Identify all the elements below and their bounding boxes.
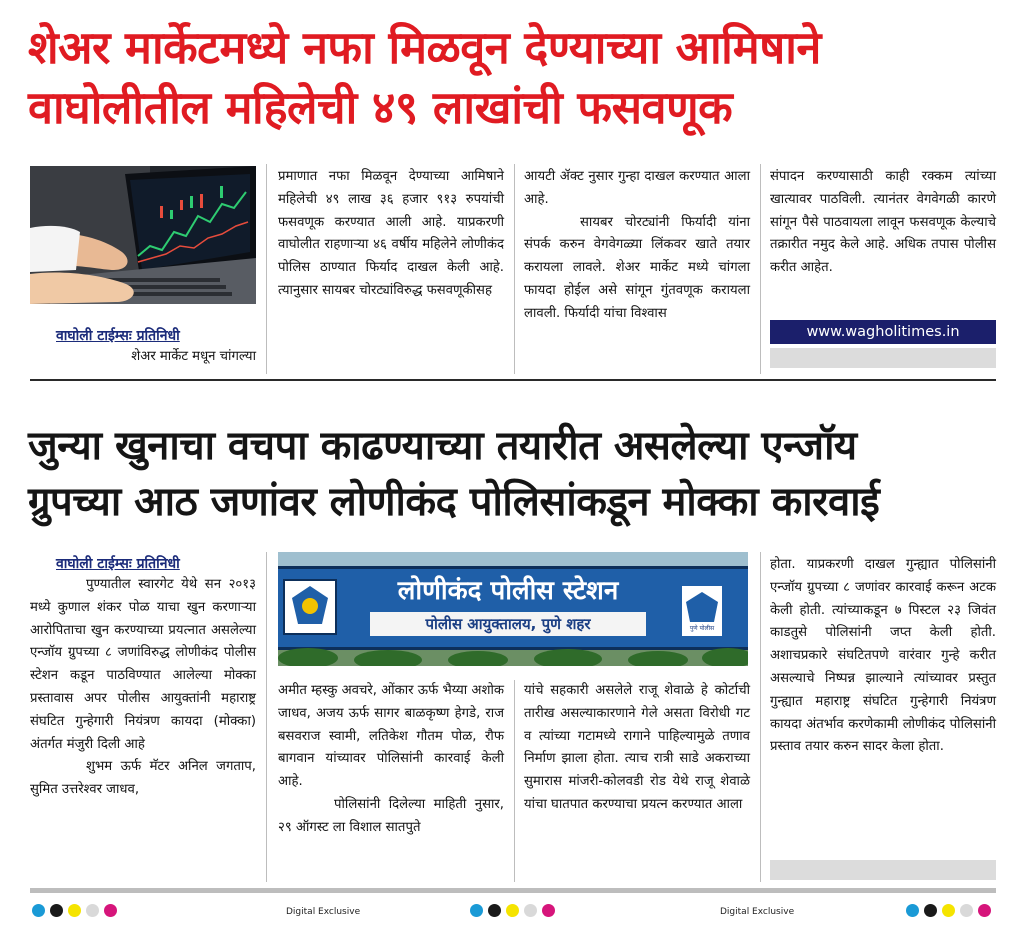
story2-col2 bbox=[278, 680, 504, 840]
story2-col1-paragraph2: शुभम ऊर्फ मॅटर अनिल जगताप, सुमित उत्तरेश्वर जाधव, bbox=[30, 759, 256, 798]
column-divider bbox=[760, 164, 761, 374]
registration-dot bbox=[542, 904, 555, 917]
police-station-sign-illustration bbox=[278, 552, 748, 666]
story2-headline-line2: ग्रुपच्या आठ जणांवर लोणीकंद पोलिसांकडून मोक्का कारवाई bbox=[28, 479, 880, 525]
story1-col2: प्रमाणात नफा मिळवून देण्याच्या आमिषाने महिलेची ४९ लाख ३६ हजार ९१३ रुपयांची फसवणूक करण्यात आली आहे. याप्रकरणी वाघोलीत राहणाऱ्या ४६ वर्षीय महिलेने लोणीकंद पोलिस ठाण्यात फिर्याद दाखल केली आहे. त्यानुसार सायबर चोरट्यांविरुद्ध फसवणूकीसह bbox=[278, 169, 504, 298]
bottom-rule bbox=[30, 888, 996, 893]
registration-dot bbox=[488, 904, 501, 917]
color-registration-marks-center bbox=[470, 904, 560, 917]
sign-badge: पुणे पोलीस bbox=[689, 625, 715, 632]
column-divider bbox=[514, 680, 515, 882]
story2-col1-paragraph1: पुण्यातील स्वारगेट येथे सन २०१३ मध्ये कुणाल शंकर पोळ याचा खुन करणाऱ्या आरोपिताचा खुन करण्याच्या प्रयत्नात असलेल्या एन्जॉय ग्रुपच्या ८ जणांविरुद्ध लोणीकंद पोलीस स्टेशन कडून पाठविण्यात आलेल्या मोक्का प्रस्तावास अपर पोलीस आयुक्तांनी महाराष्ट्र संघटित गुन्हेगारी नियंत्रण कायदा (मोक्का) अंतर्गत मंजुरी दिली आहे bbox=[30, 577, 256, 752]
registration-dot bbox=[524, 904, 537, 917]
sign-subtitle: पोलीस आयुक्तालय, पुणे शहर bbox=[370, 612, 646, 636]
story2-headline-line1: जुन्या खुनाचा वचपा काढण्याच्या तयारीत असलेल्या एन्जॉय bbox=[28, 423, 857, 469]
registration-dot bbox=[978, 904, 991, 917]
story1-col1-lead: शेअर मार्केट मधून चांगल्या bbox=[131, 349, 256, 364]
story1-headline-line2: वाघोलीतील महिलेची ४९ लाखांची फसवणूक bbox=[28, 81, 733, 134]
story2-col3: यांचे सहकारी असलेले राजू शेवाळे हे कोर्टाची तारीख असल्याकारणाने गेले असता विरोधी गट व त्यांच्या गटामध्ये रागाने पाहिल्यामुळे तणाव निर्माण झाला होता. त्याच रात्री साडे अकराच्या सुमारास मांजरी-कोलवडी रोड येथे राजू शेवाळे यांचा घातपात करण्याचा प्रयत्न करण्यात आला bbox=[524, 683, 750, 812]
story2-byline: वाघोली टाईम्सः प्रतिनिधी bbox=[56, 556, 180, 572]
gray-strip bbox=[770, 860, 996, 880]
column-divider bbox=[760, 552, 761, 882]
story1-col3 bbox=[524, 166, 750, 326]
story1-col3-paragraph2: सायबर चोरट्यांनी फिर्यादी यांना संपर्क करुन वेगवेगळ्या लिंकवर खाते तयार करायला लावले. शेअर मार्केट मध्ये चांगला फायदा होईल असे सांगून गुंतवणूक करायला लावली. फिर्यादी यांचा विश्वास bbox=[524, 214, 750, 321]
registration-dot bbox=[68, 904, 81, 917]
registration-dot bbox=[86, 904, 99, 917]
column-divider bbox=[266, 164, 267, 374]
color-registration-marks-right bbox=[906, 904, 996, 917]
registration-dot bbox=[104, 904, 117, 917]
footer-label-right: Digital Exclusive bbox=[720, 907, 795, 917]
story1-byline: वाघोली टाईम्सः प्रतिनिधी bbox=[56, 328, 180, 344]
section-divider bbox=[30, 379, 996, 381]
story2-col4: होता. याप्रकरणी दाखल गुन्ह्यात पोलिसांनी एन्जॉय ग्रुपच्या ८ जणांवर कारवाई करून अटक केली होती. त्यांच्याकडून ७ पिस्टल २३ जिवंत काडतुसे पोलिसांनी जप्त केली होती. अशाचप्रकारे संघटितपणे वारंवार गुन्हे करीत असल्याचे निष्पन्न झाल्याने त्यांच्यावर प्रस्तुत गुन्ह्यात महाराष्ट्र संघटित गुन्हेगारी नियंत्रण कायदा अंतर्भाव करणेकामी लोणीकंद पोलिसांनी प्रस्ताव तयार करुन सादर केला होता. bbox=[770, 557, 996, 755]
police-station-sign-photo bbox=[278, 552, 748, 666]
story2-col1 bbox=[30, 574, 256, 802]
registration-dot bbox=[32, 904, 45, 917]
story2-headline bbox=[28, 418, 1008, 530]
column-divider bbox=[266, 552, 267, 882]
registration-dot bbox=[960, 904, 973, 917]
gray-strip bbox=[770, 348, 996, 368]
story1-headline bbox=[28, 18, 1008, 138]
registration-dot bbox=[906, 904, 919, 917]
sign-title: लोणीकंद पोलीस स्टेशन bbox=[397, 576, 619, 606]
story1-headline-line1: शेअर मार्केटमध्ये नफा मिळवून देण्याच्या आमिषाने bbox=[28, 21, 821, 74]
website-link[interactable]: www.wagholitimes.in bbox=[770, 320, 996, 344]
column-divider bbox=[514, 164, 515, 374]
stock-laptop-illustration bbox=[30, 166, 256, 304]
registration-dot bbox=[942, 904, 955, 917]
registration-dot bbox=[924, 904, 937, 917]
story2-col2-paragraph1: अमीत म्हस्कु अवचरे, ओंकार ऊर्फ भैय्या अशोक जाधव, अजय ऊर्फ सागर बाळकृष्ण हेगडे, राज बसवराज स्वामी, लतिकेश गौतम पोळ, रौफ बागवान यांच्यावर पोलिसांनी कारवाई केली आहे. bbox=[278, 683, 504, 790]
story1-col4: संपादन करण्यासाठी काही रक्कम त्यांच्या खात्यावर पाठविली. त्यानंतर वेगवेगळी कारणे सांगून पैसे पाठवायला लावून फसवणूक केल्याचे तक्रारीत नमुद केले आहे. अधिक तपास पोलीस करीत आहेत. bbox=[770, 169, 996, 276]
registration-dot bbox=[470, 904, 483, 917]
story1-col3-paragraph1: आयटी ॲक्ट नुसार गुन्हा दाखल करण्यात आला आहे. bbox=[524, 169, 750, 207]
story2-col2-paragraph2: पोलिसांनी दिलेल्या माहिती नुसार, २९ ऑगस्ट ला विशाल सातपुते bbox=[278, 796, 504, 835]
stock-laptop-photo bbox=[30, 166, 256, 304]
registration-dot bbox=[50, 904, 63, 917]
color-registration-marks-left bbox=[32, 904, 122, 917]
footer-label-left: Digital Exclusive bbox=[286, 907, 361, 917]
registration-dot bbox=[506, 904, 519, 917]
